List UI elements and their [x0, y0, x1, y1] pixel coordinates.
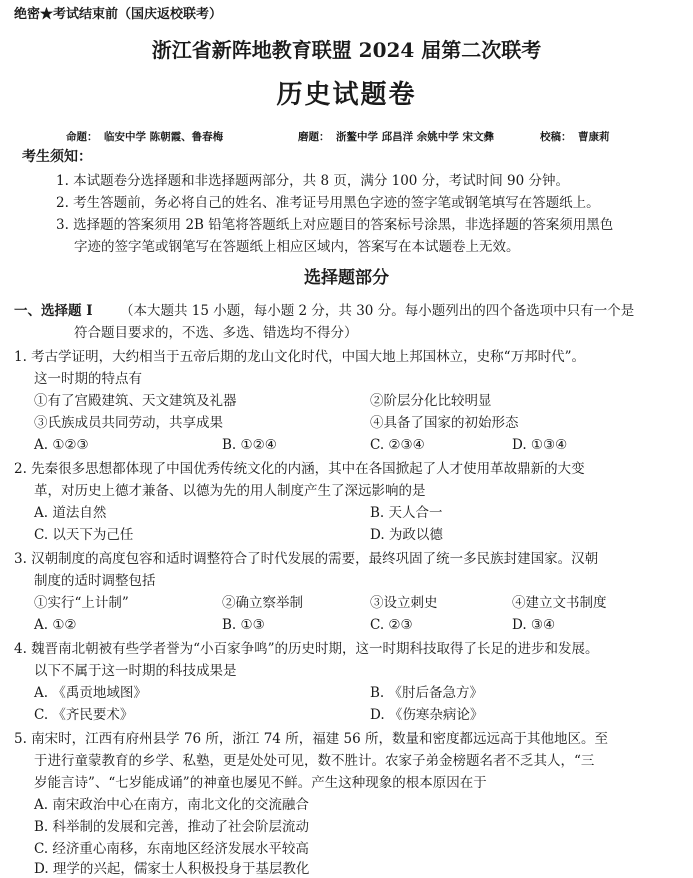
answer-option-d: D. 《伤寒杂病论》 — [370, 707, 484, 723]
notice-item: 3. 选择题的答案须用 2B 铅笔将答题纸上对应题目的答案标号涂黑，非选择题的答案须用黑色 — [56, 217, 614, 233]
statement-option: ③氏族成员共同劳动，共享成果 — [34, 415, 223, 431]
notice-item: 2. 考生答题前，务必将自己的姓名、准考证号用黑色字迹的签字笔或钢笔填写在答题纸上。 — [56, 195, 600, 211]
question-stem: 这一时期的特点有 — [34, 371, 142, 387]
answer-option-b: B. ①③ — [222, 617, 265, 633]
question-stem: 以下不属于这一时期的科技成果是 — [34, 663, 237, 679]
answer-option-c: C. ②③④ — [370, 437, 425, 453]
part-label: 一、选择题 I — [14, 303, 93, 319]
answer-option-a: A. 《禹贡地域图》 — [34, 685, 147, 701]
question-stem: 于进行童蒙教育的乡学、私塾，更是处处可见，数不胜计。农家子弟金榜题名者不乏其人，“三 — [34, 753, 595, 769]
answer-option-a: A. ①② — [34, 617, 77, 633]
answer-option-d: D. ①③④ — [512, 437, 568, 453]
answer-option-a: A. ①②③ — [34, 437, 89, 453]
part-description: （本大题共 15 小题，每小题 2 分，共 30 分。每小题列出的四个备选项中只有一个是 — [120, 303, 635, 319]
answer-option-a: A. 道法自然 — [34, 505, 107, 521]
statement-option: ①有了宫殿建筑、天文建筑及礼器 — [34, 393, 237, 409]
setter-label: 命题： — [66, 131, 98, 143]
proof-names: 曹康莉 — [578, 131, 610, 143]
answer-option-c: C. ②③ — [370, 617, 413, 633]
statement-option: ④具备了国家的初始形态 — [370, 415, 519, 431]
question-stem: 1. 考古学证明，大约相当于五帝后期的龙山文化时代，中国大地上邦国林立，史称“万邦时代”。 — [14, 349, 585, 365]
question-stem: 4. 魏晋南北朝被有些学者誉为“小百家争鸣”的历史时期，这一时期科技取得了长足的进步和发展。 — [14, 641, 599, 657]
answer-option-c: C. 《齐民要术》 — [34, 707, 134, 723]
answer-option-d: D. 为政以德 — [370, 527, 443, 543]
setter-names: 临安中学 陈朝霞、鲁春梅 — [104, 131, 224, 143]
answer-option-c: C. 经济重心南移，东南地区经济发展水平较高 — [34, 841, 309, 857]
polish-names: 浙鳌中学 邱昌洋 余姚中学 宋文彝 — [336, 131, 494, 143]
section-title: 选择题部分 — [304, 268, 389, 288]
answer-option-b: B. ①②④ — [222, 437, 277, 453]
answer-option-d: D. ③④ — [512, 617, 556, 633]
exam-subtitle: 历史试题卷 — [276, 80, 417, 110]
answer-option-b: B. 《肘后备急方》 — [370, 685, 484, 701]
question-stem: 2. 先秦很多思想都体现了中国优秀传统文化的内涵，其中在各国掀起了人才使用革故鼎新的大变 — [14, 461, 585, 477]
question-stem: 制度的适时调整包括 — [34, 573, 156, 589]
question-stem: 3. 汉朝制度的高度包容和适时调整符合了时代发展的需要，最终巩固了统一多民族封建国家。汉朝 — [14, 551, 599, 567]
proof-label: 校稿： — [540, 131, 572, 143]
answer-option-c: C. 以天下为己任 — [34, 527, 134, 543]
statement-option: ②阶层分化比较明显 — [370, 393, 492, 409]
statement-option: ③设立刺史 — [370, 595, 438, 611]
notice-item: 1. 本试题卷分选择题和非选择题两部分，共 8 页，满分 100 分，考试时间 90 分钟。 — [56, 173, 569, 189]
notice-heading: 考生须知： — [22, 149, 92, 165]
question-stem: 5. 南宋时，江西有府州县学 76 所，浙江 74 所，福建 56 所，数量和密度都远远高于其他地区。至 — [14, 731, 608, 747]
statement-option: ②确立察举制 — [222, 595, 303, 611]
question-stem: 岁能言诗”、“七岁能成诵”的神童也屡见不鲜。产生这种现象的根本原因在于 — [34, 775, 487, 791]
exam-title: 浙江省新阵地教育联盟 2024 届第二次联考 — [151, 38, 542, 62]
answer-option-b: B. 科举制的发展和完善，推动了社会阶层流动 — [34, 819, 310, 835]
answer-option-a: A. 南宋政治中心在南方，南北文化的交流融合 — [34, 797, 309, 813]
part-description: 符合题目要求的，不选、多选、错选均不得分） — [74, 325, 358, 341]
statement-option: ①实行“上计制” — [34, 595, 129, 611]
notice-item: 字迹的签字笔或钢笔写在答题纸上相应区域内，答案写在本试题卷上无效。 — [74, 239, 520, 255]
statement-option: ④建立文书制度 — [512, 595, 607, 611]
confidential-note: 绝密★考试结束前（国庆返校联考） — [14, 7, 223, 22]
answer-option-d: D. 理学的兴起，儒家士人积极投身于基层教化 — [34, 861, 310, 877]
answer-option-b: B. 天人合一 — [370, 505, 443, 521]
polish-label: 磨题： — [298, 131, 330, 143]
question-stem: 革，对历史上德才兼备、以德为先的用人制度产生了深远影响的是 — [34, 483, 426, 499]
